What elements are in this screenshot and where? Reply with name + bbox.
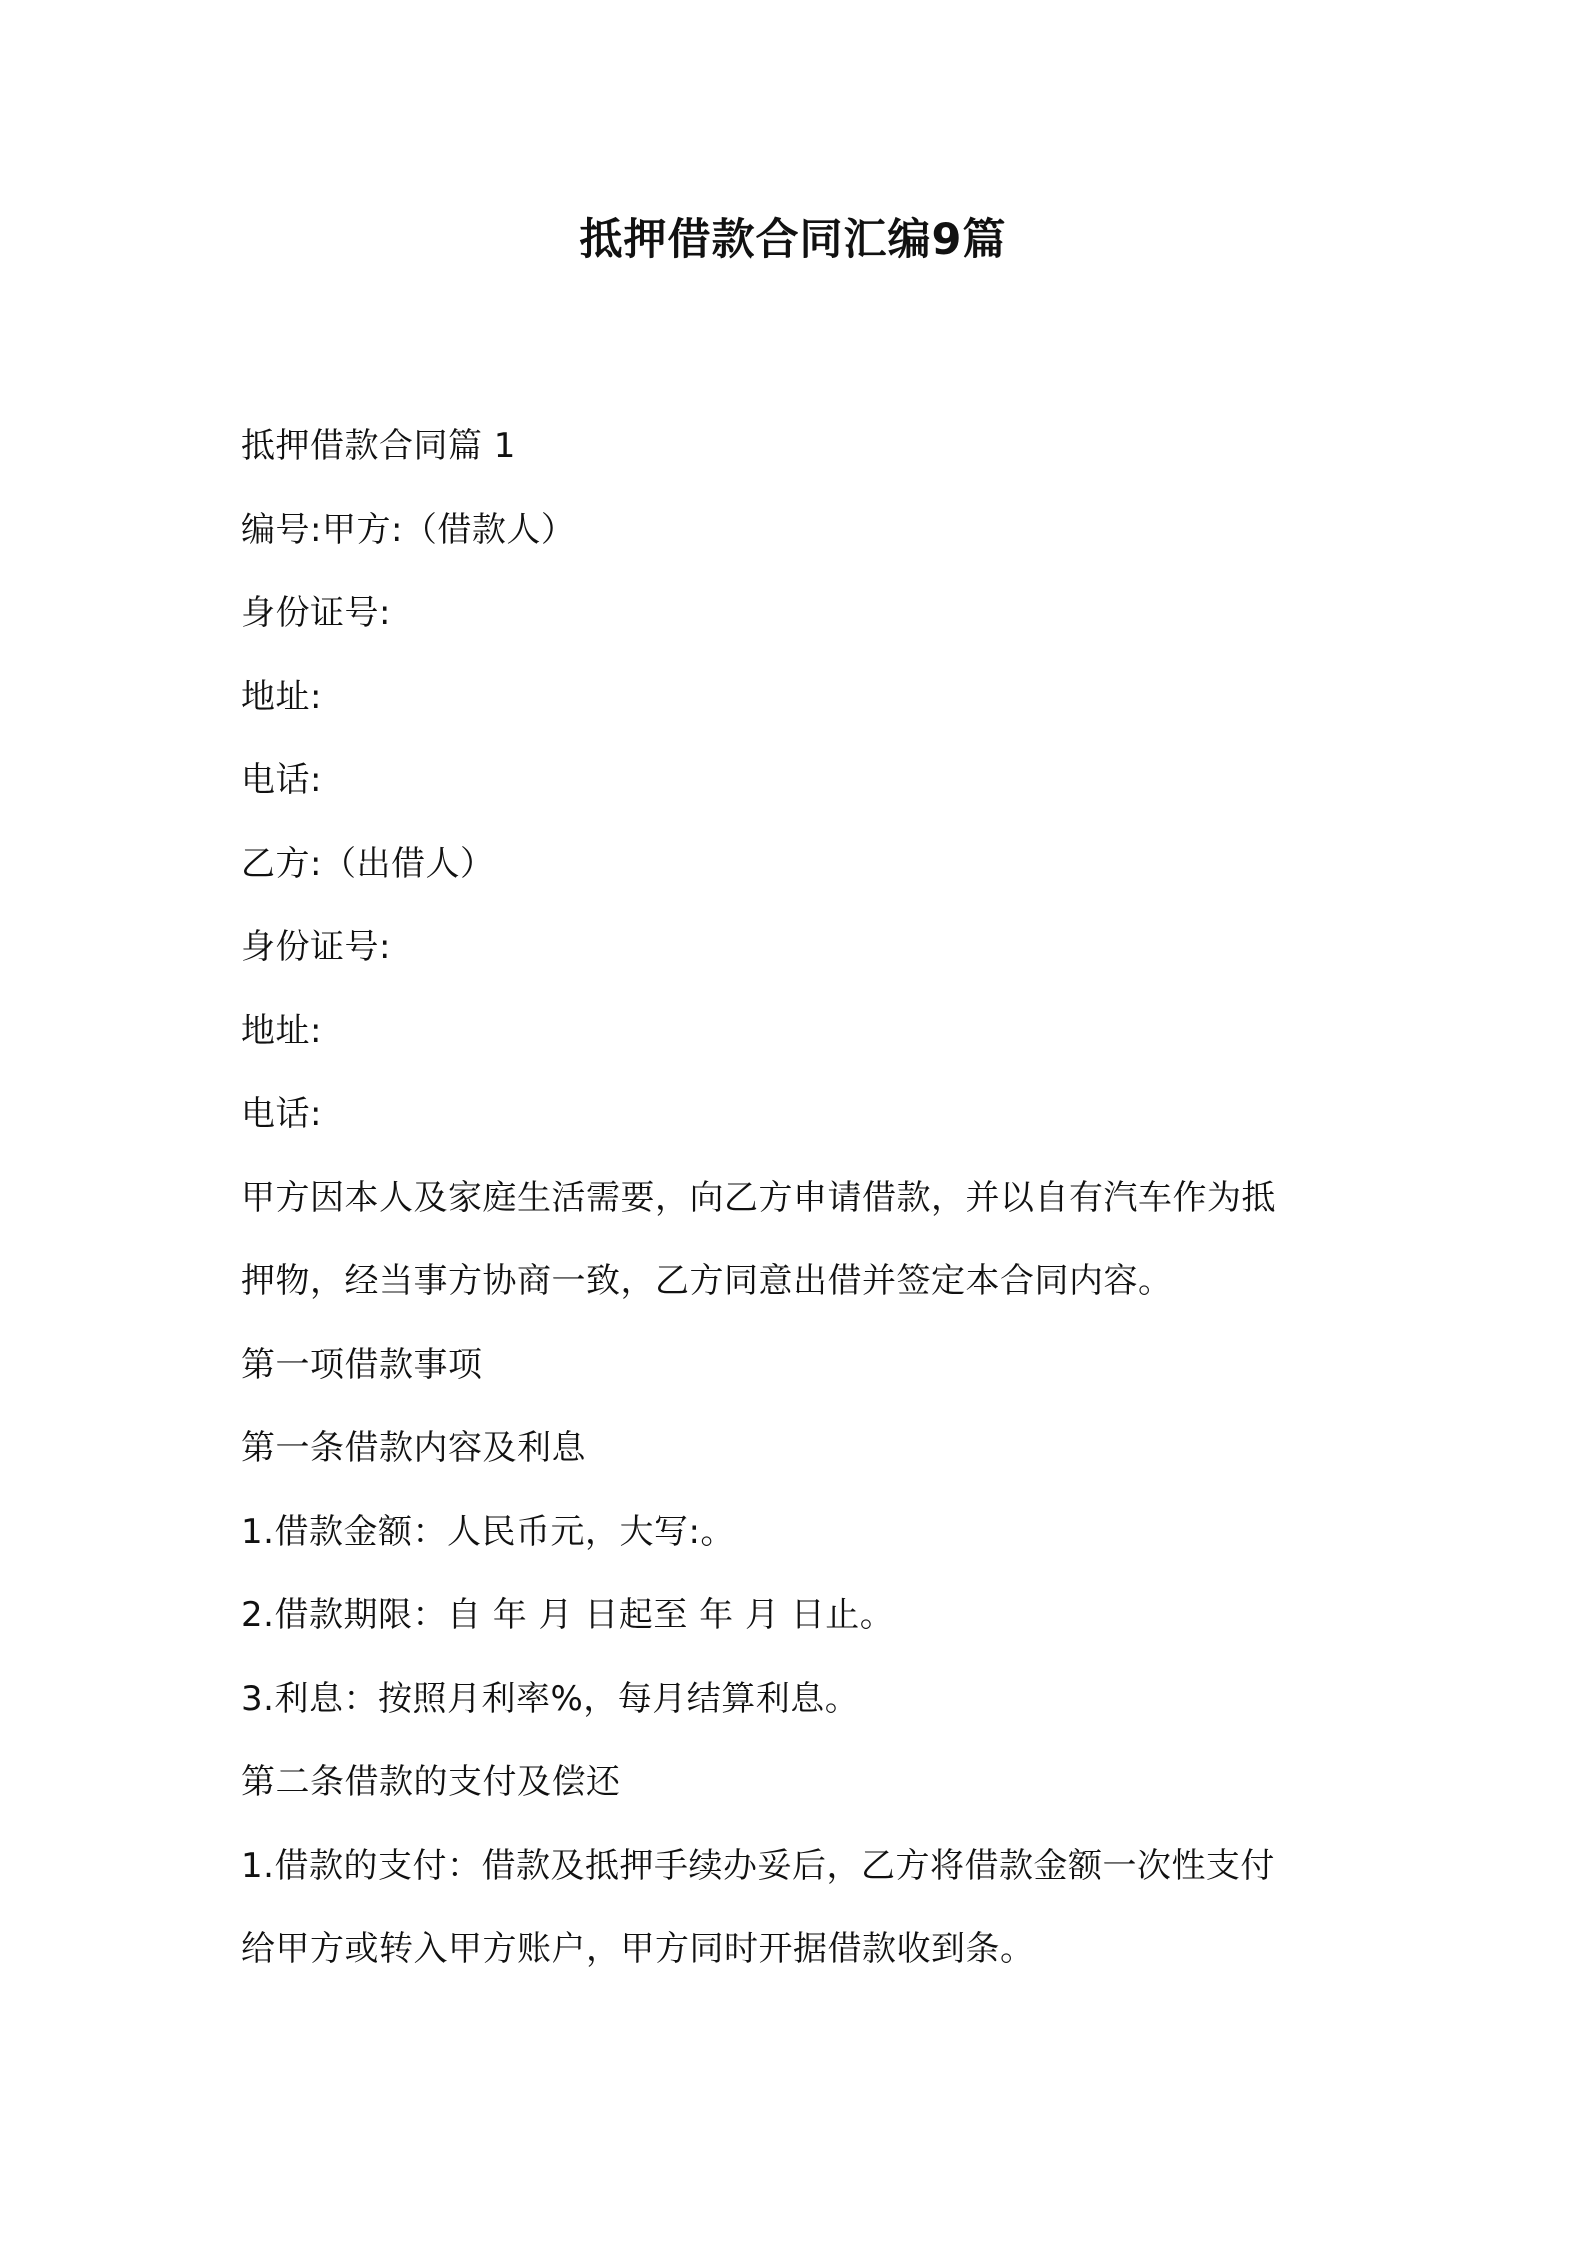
clause-line: 2.借款期限：自 年 月 日起至 年 月 日止。	[241, 1595, 895, 1635]
party-a-line: 编号:甲方:（借款人）	[241, 509, 576, 550]
item-heading: 第一项借款事项	[241, 1344, 483, 1385]
party-b-phone-line: 电话:	[241, 1094, 322, 1134]
section-heading: 抵押借款合同篇 1	[241, 426, 516, 466]
paragraph-line: 甲方因本人及家庭生活需要，向乙方申请借款，并以自有汽车作为抵	[241, 1177, 1276, 1218]
party-b-line: 乙方:（出借人）	[241, 843, 495, 884]
paragraph-line: 押物，经当事方协商一致，乙方同意出借并签定本合同内容。	[241, 1261, 1173, 1301]
clause-line: 给甲方或转入甲方账户，甲方同时开据借款收到条。	[241, 1929, 1035, 1969]
clause-line: 1.借款的支付：借款及抵押手续办妥后，乙方将借款金额一次性支付	[241, 1845, 1275, 1886]
document-body	[241, 405, 1351, 1992]
clause-line: 3.利息：按照月利率%，每月结算利息。	[241, 1678, 860, 1719]
party-b-id-line: 身份证号:	[241, 927, 391, 967]
party-a-address-line: 地址:	[241, 676, 322, 717]
article-heading: 第二条借款的支付及偿还	[241, 1762, 621, 1802]
party-a-phone-line: 电话:	[241, 760, 322, 800]
party-a-id-line: 身份证号:	[241, 593, 391, 633]
article-heading: 第一条借款内容及利息	[241, 1428, 586, 1468]
party-b-address-line: 地址:	[241, 1010, 322, 1051]
clause-line: 1.借款金额：人民币元，大写:。	[241, 1511, 735, 1552]
document-title: 抵押借款合同汇编9篇	[579, 215, 1007, 265]
